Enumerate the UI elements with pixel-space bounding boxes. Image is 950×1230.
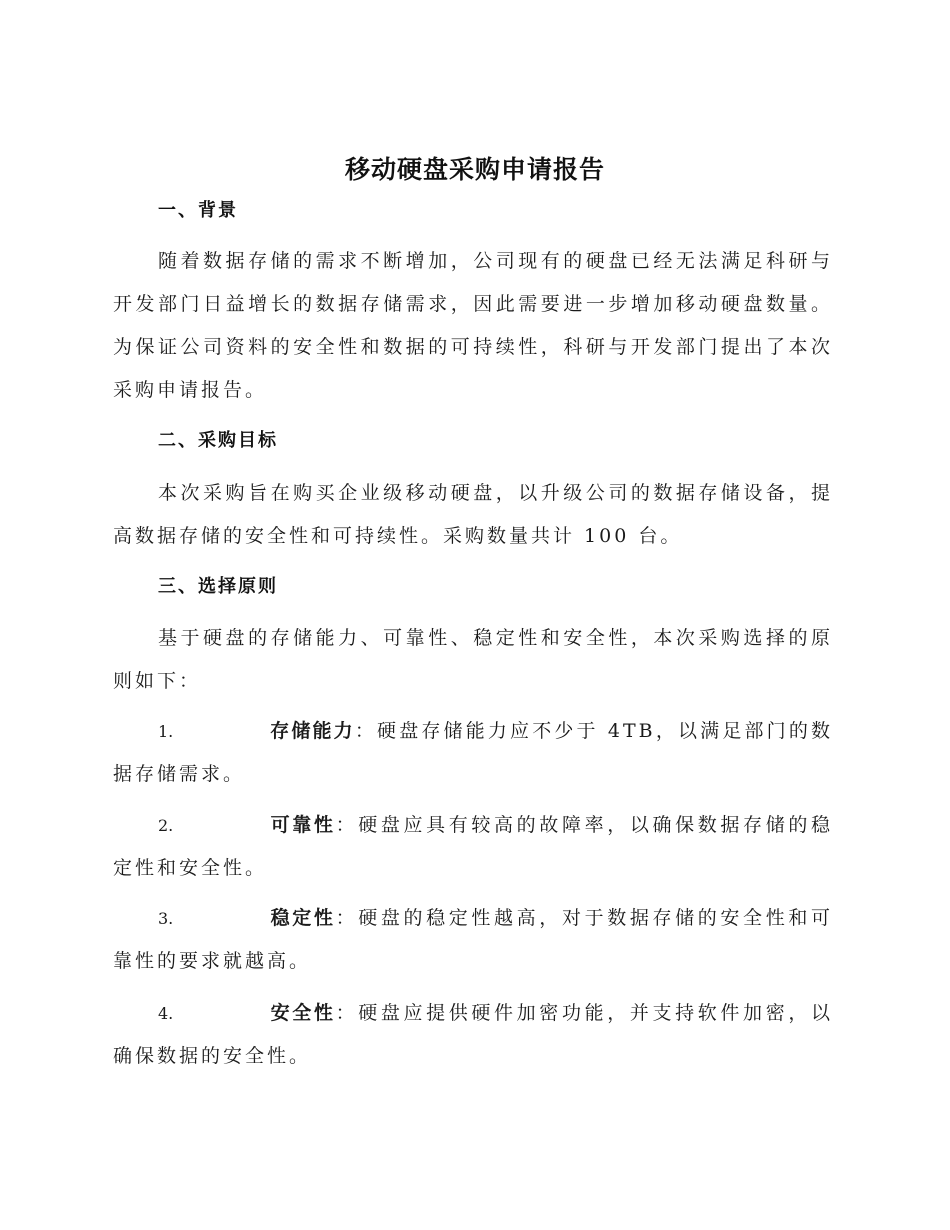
principle-term: 安全性 [270, 1002, 336, 1024]
principle-text: ：硬盘应具有较高的故障率，以确保数据存储的稳定性和安全性。 [113, 814, 833, 879]
section-heading-background: 一、背景 [158, 200, 238, 221]
principles-intro-paragraph: 基于硬盘的存储能力、可靠性、稳定性和安全性，本次采购选择的原则如下： [113, 627, 833, 692]
section-heading-principles: 三、选择原则 [158, 576, 278, 597]
list-number: 4. [158, 1004, 174, 1023]
list-number: 1. [158, 722, 174, 741]
document-title: 移动硬盘采购申请报告 [344, 155, 605, 184]
list-number: 2. [158, 816, 174, 835]
principle-item [113, 992, 833, 1078]
principle-term: 存储能力 [270, 720, 355, 742]
principle-text: ：硬盘存储能力应不少于 4TB，以满足部门的数据存储需求。 [113, 720, 833, 785]
list-number: 3. [158, 909, 174, 928]
principle-term: 稳定性 [270, 907, 336, 929]
principle-item [113, 897, 833, 983]
principle-text: ：硬盘的稳定性越高，对于数据存储的安全性和可靠性的要求就越高。 [113, 907, 833, 972]
principle-item [113, 804, 833, 890]
principle-term: 可靠性 [270, 814, 336, 836]
principle-item [113, 710, 833, 796]
goal-paragraph: 本次采购旨在购买企业级移动硬盘，以升级公司的数据存储设备，提高数据存储的安全性和可持续性。采购数量共计 100 台。 [113, 482, 833, 547]
section-heading-goal: 二、采购目标 [158, 430, 278, 451]
principle-text: ：硬盘应提供硬件加密功能，并支持软件加密，以确保数据的安全性。 [113, 1002, 833, 1067]
background-paragraph: 随着数据存储的需求不断增加，公司现有的硬盘已经无法满足科研与开发部门日益增长的数据存储需求，因此需要进一步增加移动硬盘数量。为保证公司资料的安全性和数据的可持续性，科研与开发部门提出了本次采购申请报告。 [113, 250, 833, 401]
